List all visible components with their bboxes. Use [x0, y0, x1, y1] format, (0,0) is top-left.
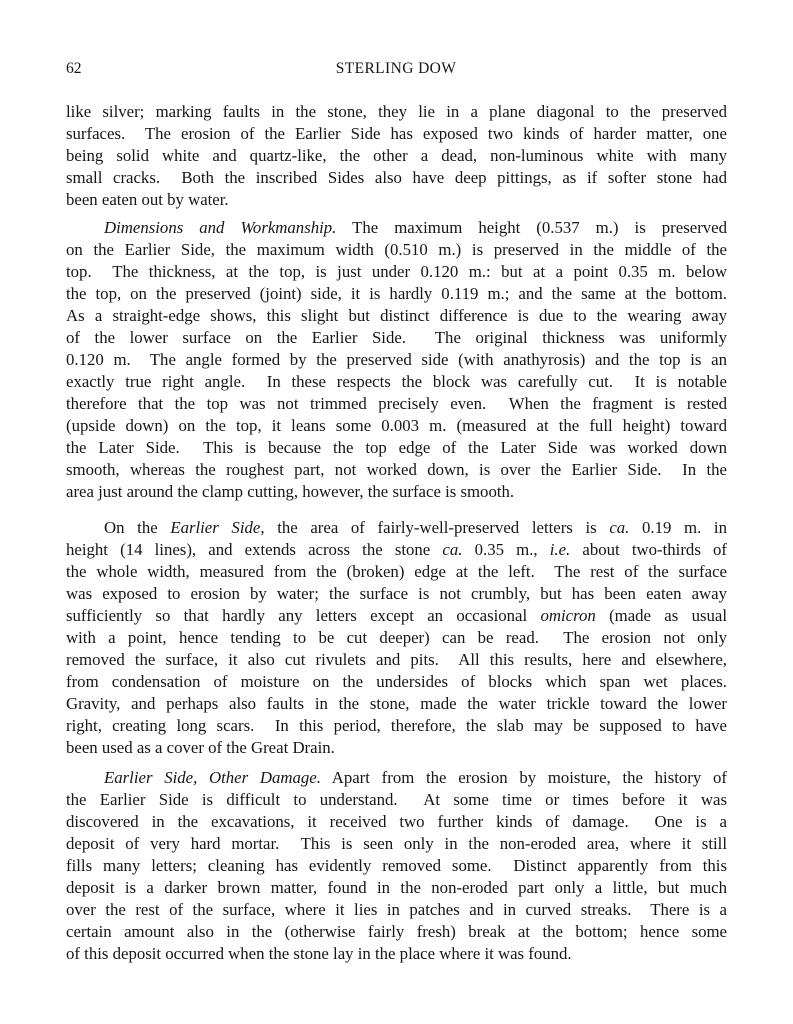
text-line	[66, 349, 727, 371]
text-line	[66, 305, 727, 327]
text-run: deposit is a darker brown matter, found in the non-eroded part only a little, but much	[66, 878, 727, 897]
text-run: like silver; marking faults in the stone, they lie in a plane diagonal to the preserved	[66, 102, 727, 121]
text-line	[66, 561, 727, 583]
text-run: of this deposit occurred when the stone lay in the place where it was found.	[66, 944, 572, 963]
text-run: right, creating long scars. In this period, therefore, the slab may be supposed to have	[66, 716, 727, 735]
text-run: top. The thickness, at the top, is just under 0.120 m.: but at a point 0.35 m. below	[66, 262, 727, 281]
italic-run: ca.	[442, 540, 463, 559]
text-line	[66, 899, 727, 921]
text-line	[66, 393, 727, 415]
text-run: 0.120 m. The angle formed by the preserved side (with anathyrosis) and the top is an	[66, 350, 727, 369]
text-line	[66, 627, 727, 649]
text-line	[66, 671, 727, 693]
text-run: area just around the clamp cutting, however, the surface is smooth.	[66, 482, 515, 501]
text-run: the top, on the preserved (joint) side, it is hardly 0.119 m.; and the same at the bottom.	[66, 284, 727, 303]
running-head: STERLING DOW	[335, 60, 457, 77]
text-line	[104, 517, 727, 539]
text-run: small cracks. Both the inscribed Sides also have deep pittings, as if softer stone had	[66, 168, 727, 187]
text-run: discovered in the excavations, it received two further kinds of damage. One is a	[66, 812, 727, 831]
text-run: 0.35 m.,	[462, 540, 550, 559]
italic-run: Earlier Side	[170, 518, 261, 537]
text-line	[66, 327, 727, 349]
text-run: As a straight-edge shows, this slight but distinct difference is due to the wearing away	[66, 306, 727, 325]
text-run: being solid white and quartz-like, the other a dead, non-luminous white with many	[66, 146, 727, 165]
text-run: On the	[104, 518, 171, 537]
text-line	[66, 167, 727, 189]
text-run: Apart from the erosion by moisture, the history of	[320, 768, 727, 787]
text-run: smooth, whereas the roughest part, not worked down, is over the Earlier Side. In the	[66, 460, 727, 479]
italic-run: Earlier Side, Other Damage.	[104, 768, 321, 787]
text-run: fills many letters; cleaning has evidently removed some. Distinct apparently from this	[66, 856, 727, 875]
italic-run: i.e.	[549, 540, 571, 559]
text-run: , the area of fairly-well-preserved letters is	[260, 518, 610, 537]
text-line	[66, 371, 727, 393]
text-run: height (14 lines), and extends across the stone	[66, 540, 443, 559]
text-line	[66, 921, 727, 943]
text-run: The maximum height (0.537 m.) is preserved	[336, 218, 728, 237]
text-line	[66, 693, 727, 715]
text-line	[66, 283, 727, 305]
italic-run: ca.	[609, 518, 630, 537]
text-run: (made as usual	[595, 606, 727, 625]
text-line	[66, 789, 727, 811]
text-line	[66, 459, 727, 481]
text-run: sufficiently so that hardly any letters except an occasional	[66, 606, 541, 625]
text-line	[66, 943, 727, 965]
text-line	[66, 145, 727, 167]
text-run: the Later Side. This is because the top edge of the Later Side was worked down	[66, 438, 727, 457]
text-line	[66, 855, 727, 877]
text-run: the Earlier Side is difficult to understand. At some time or times before it was	[66, 790, 727, 809]
text-run: over the rest of the surface, where it lies in patches and in curved streaks. There is a	[66, 900, 727, 919]
text-run: removed the surface, it also cut rivulets and pits. All this results, here and elsewhere,	[66, 650, 727, 669]
text-line	[66, 239, 727, 261]
text-line	[66, 481, 727, 503]
text-line	[66, 833, 727, 855]
text-line	[104, 767, 727, 789]
text-run: from condensation of moisture on the undersides of blocks which span wet places.	[66, 672, 727, 691]
text-line	[66, 877, 727, 899]
text-run: of the lower surface on the Earlier Side. The original thickness was uniformly	[66, 328, 727, 347]
text-run: on the Earlier Side, the maximum width (0.510 m.) is preserved in the middle of the	[66, 240, 727, 259]
text-line	[66, 737, 727, 759]
text-line	[66, 415, 727, 437]
text-line	[66, 189, 727, 211]
text-run: (upside down) on the top, it leans some 0.003 m. (measured at the full height) toward	[66, 416, 727, 435]
text-run: exactly true right angle. In these respects the block was carefully cut. It is notable	[66, 372, 727, 391]
text-line	[66, 261, 727, 283]
text-run: was exposed to erosion by water; the surface is not crumbly, but has been eaten away	[66, 584, 727, 603]
text-run: therefore that the top was not trimmed precisely even. When the fragment is rested	[66, 394, 727, 413]
text-run: 0.19 m. in	[629, 518, 727, 537]
page-number: 62	[66, 60, 82, 77]
text-run: certain amount also in the (otherwise fairly fresh) break at the bottom; hence some	[66, 922, 727, 941]
text-line	[66, 437, 727, 459]
italic-run: omicron	[540, 606, 596, 625]
text-run: been eaten out by water.	[66, 190, 229, 209]
page-header	[66, 58, 726, 82]
text-line	[66, 605, 727, 627]
text-line	[66, 101, 727, 123]
text-run: been used as a cover of the Great Drain.	[66, 738, 335, 757]
text-line	[66, 123, 727, 145]
text-run: surfaces. The erosion of the Earlier Side has exposed two kinds of harder matter, one	[66, 124, 727, 143]
italic-run: Dimensions and Workmanship.	[104, 218, 337, 237]
text-line	[66, 583, 727, 605]
text-run: about two-thirds of	[570, 540, 727, 559]
text-run: the whole width, measured from the (broken) edge at the left. The rest of the surface	[66, 562, 727, 581]
text-line	[66, 649, 727, 671]
text-run: deposit of very hard mortar. This is seen only in the non-eroded area, where it still	[66, 834, 727, 853]
text-line	[104, 217, 727, 239]
text-line	[66, 811, 727, 833]
text-line	[66, 715, 727, 737]
text-run: with a point, hence tending to be cut deeper) can be read. The erosion not only	[66, 628, 727, 647]
text-line	[66, 539, 727, 561]
text-run: Gravity, and perhaps also faults in the stone, made the water trickle toward the lower	[66, 694, 727, 713]
